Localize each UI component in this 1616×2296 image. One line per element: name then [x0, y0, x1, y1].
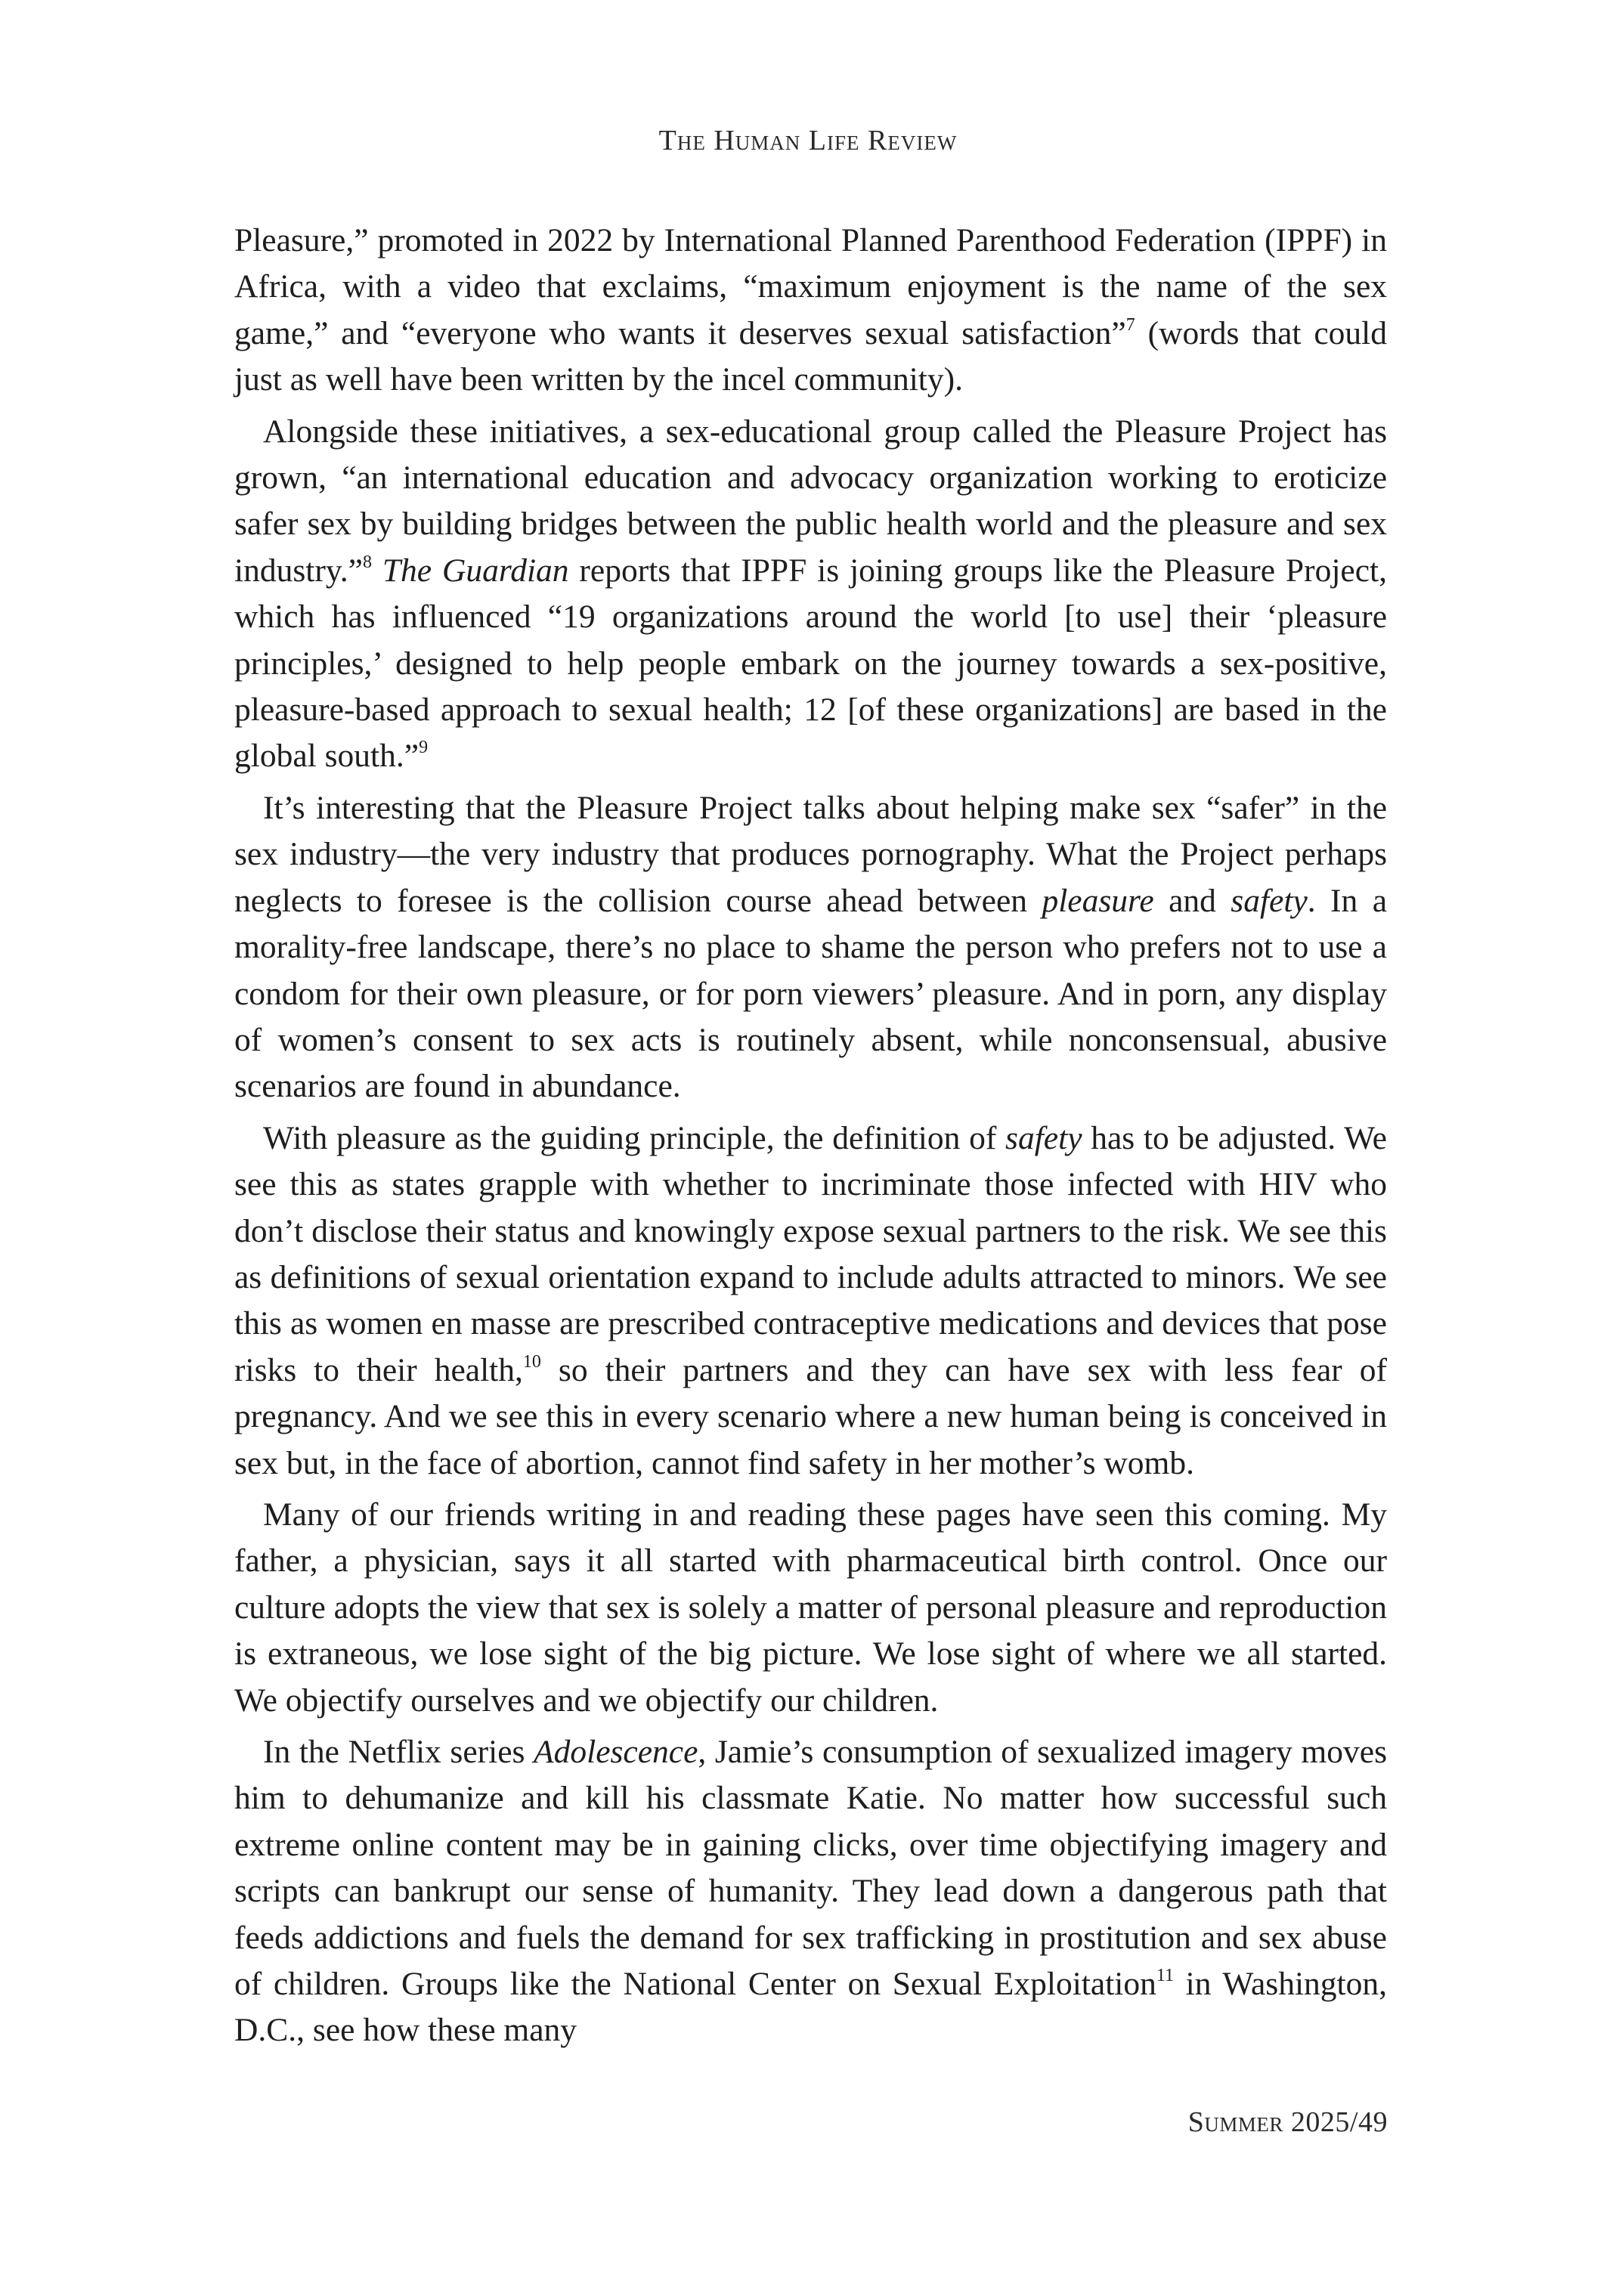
article-body: [234, 218, 1387, 2059]
text-run: Alongside these initiatives, a sex-educational group called the Pleasure Project has grown, “an international education and advocacy organization working to eroticize safer sex by building bridges between the public health world and the pleasure and sex industry.”: [234, 413, 1387, 589]
text-run: Many of our friends writing in and reading these pages have seen this coming. My father, a physician, says it all started with pharmaceutical birth control. Once our culture adopts the view that sex is solely a matter of personal pleasure and reproduction is extraneous, we lose sight of the big picture. We lose sight of where we all started. We objectify ourselves and we objectify our children.: [234, 1496, 1387, 1719]
text-run: . In a morality-free landscape, there’s no place to shame the person who prefers not to use a condom for their own pleasure, or for porn viewers’ pleasure. And in porn, any display of women’s consent to sex acts is routinely absent, while nonconsensual, abusive scenarios are found in abundance.: [234, 882, 1387, 1105]
emphasis-safety: safety: [1231, 882, 1308, 919]
publication-title: The Guardian: [382, 552, 569, 589]
footnote-ref-8[interactable]: 8: [362, 552, 372, 572]
text-run: so their partners and they can have sex with less fear of pregnancy. And we see this in every scenario where a new human being is conceived in sex but, in the face of abortion, cannot find safety in her mother’s womb.: [234, 1351, 1387, 1481]
text-run: (words that could just as well have been written by the incel community).: [234, 314, 1388, 398]
text-run: in Washington, D.C., see how these many: [234, 1966, 1387, 2049]
paragraph-3: [234, 785, 1387, 1110]
footnote-ref-10[interactable]: 10: [522, 1351, 541, 1372]
paragraph-1: [234, 218, 1387, 404]
paragraph-5: [234, 1492, 1387, 1724]
text-run: and: [1153, 882, 1231, 919]
page-folio: Summer 2025/49: [1187, 2106, 1388, 2138]
emphasis-pleasure: pleasure: [1042, 882, 1154, 919]
text-run: Pleasure,” promoted in 2022 by International Planned Parenthood Federation (IPPF) in Africa, with a video that exclaims, “maximum enjoyment is the name of the sex game,” and “everyone who wants it deserves sexual satisfaction”: [234, 222, 1387, 351]
paragraph-2: [234, 409, 1387, 780]
footnote-ref-7[interactable]: 7: [1125, 314, 1135, 335]
text-run: has to be adjusted. We see this as states grapple with whether to incriminate those infected with HIV who don’t disclose their status and knowingly expose sexual partners to the risk. We see this as definitions of sexual orientation expand to include adults attracted to minors. We see this as women en masse are prescribed contraceptive medications and devices that pose risks to their health,: [234, 1119, 1387, 1388]
text-run: , Jamie’s consumption of sexualized imagery moves him to dehumanize and kill his classmate Katie. No matter how successful such extreme online content may be in gaining clicks, over time objectifying imagery and scripts can bankrupt our sense of humanity. They lead down a dangerous path that feeds addictions and fuels the demand for sex trafficking in prostitution and sex abuse of children. Groups like the National Center on Sexual Exploitation: [234, 1734, 1387, 2003]
series-title: Adolescence: [534, 1734, 698, 1770]
paragraph-6: [234, 1729, 1387, 2054]
text-run: With pleasure as the guiding principle, the definition of: [263, 1119, 1006, 1156]
text-run: In the Netflix series: [263, 1734, 534, 1770]
text-run: reports that IPPF is joining groups like the Pleasure Project, which has influenced “19 organizations around the world [to use] their ‘pleasure principles,’ designed to help people embark on the journey towards a sex-positive, pleasure-based approach to sexual health; 12 [of these organizations] are based in the global south.”: [234, 552, 1387, 775]
paragraph-4: [234, 1116, 1387, 1487]
emphasis-safety: safety: [1005, 1119, 1082, 1156]
running-head: The Human Life Review: [658, 125, 958, 156]
footnote-ref-9[interactable]: 9: [419, 738, 429, 758]
footnote-ref-11[interactable]: 11: [1156, 1966, 1174, 1986]
text-run: It’s interesting that the Pleasure Project talks about helping make sex “safer” in the sex industry—the very industry that produces pornography. What the Project perhaps neglects to foresee is the collision course ahead between: [234, 789, 1387, 919]
